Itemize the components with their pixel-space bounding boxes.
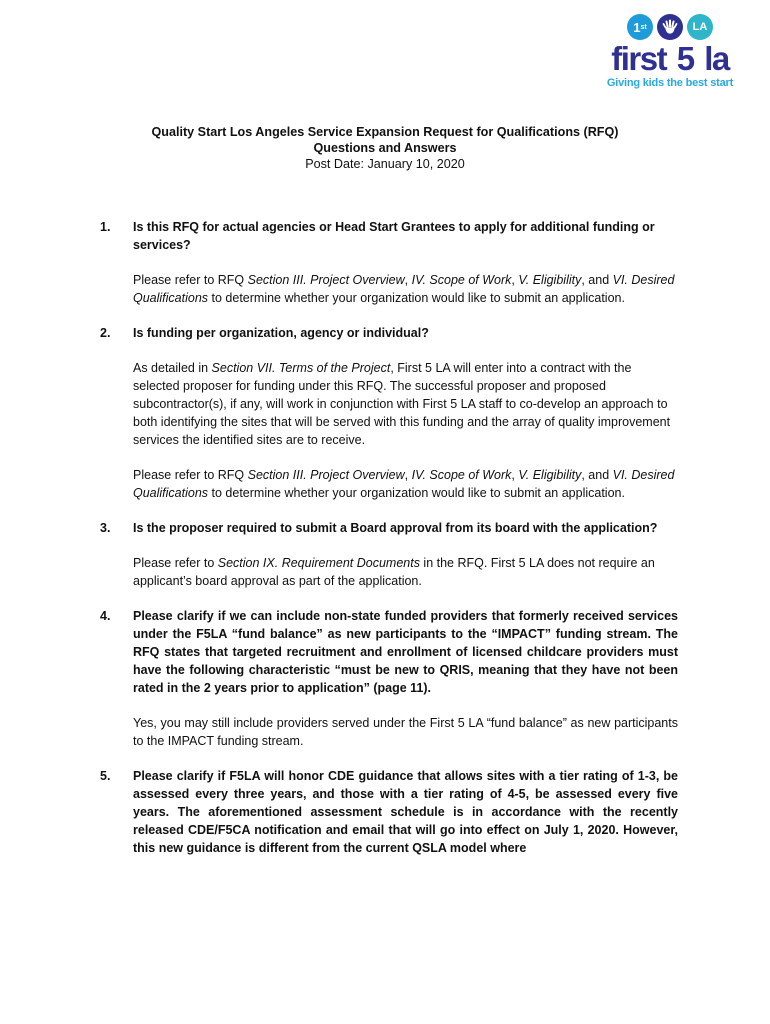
qa-number: 4.	[100, 609, 111, 623]
hand-print-icon	[657, 14, 683, 40]
qa-number: 1.	[100, 220, 111, 234]
badge-1st: 1 st	[627, 14, 653, 40]
qa-item	[100, 519, 678, 590]
post-date: Post Date: January 10, 2020	[305, 157, 465, 171]
qa-question-text: Please clarify if we can include non-state funded providers that formerly received services under the F5LA “fund balance” as new participants to the “IMPACT” funding stream. The RFQ states that targeted recruitment and enrollment of licensed childcare providers must have the following characteristic “must be new to QRIS, meaning that they have not been rated in the 2 years prior to application” (page 11).	[133, 609, 678, 695]
qa-question	[100, 324, 678, 342]
qa-answer: Please refer to Section IX. Requirement Documents in the RFQ. First 5 LA does not require an applicant’s board approval as part of the application.	[133, 556, 655, 588]
qa-question-text: Is funding per organization, agency or individual?	[133, 326, 429, 340]
qa-item	[100, 324, 678, 502]
document-title	[0, 124, 770, 172]
qa-question	[100, 519, 678, 537]
qa-item	[100, 607, 678, 750]
qa-question-text: Is this RFQ for actual agencies or Head Start Grantees to apply for additional funding or services?	[133, 220, 655, 252]
first-5-la-logo	[594, 14, 746, 89]
qa-question	[100, 218, 678, 254]
qa-question	[100, 767, 678, 857]
qa-question-text: Is the proposer required to submit a Board approval from its board with the application?	[133, 521, 658, 535]
qa-answer: As detailed in Section VII. Terms of the Project, First 5 LA will enter into a contract with the selected proposer for funding under this RFQ. The successful proposer and proposed subcontractor(s), if any, will work in conjunction with First 5 LA staff to co-develop an approach to both identifying the sites that will be served with this funding and the array of quality improvement services the identified sites are to receive.	[133, 361, 671, 447]
qa-question	[100, 607, 678, 697]
logo-wordmark: first 5 la	[611, 40, 729, 77]
qa-answer: Yes, you may still include providers served under the First 5 LA “fund balance” as new participants to the IMPACT funding stream.	[133, 716, 678, 748]
qa-number: 3.	[100, 521, 111, 535]
qa-list	[100, 218, 678, 874]
qa-answer: Please refer to RFQ Section III. Project Overview, IV. Scope of Work, V. Eligibility, and VI. Desired Qualifications to determine whether your organization would like to submit an application.	[133, 273, 675, 305]
logo-tagline: Giving kids the best start	[606, 77, 734, 89]
title-line-1: Quality Start Los Angeles Service Expansion Request for Qualifications (RFQ)	[151, 125, 619, 139]
title-line-2: Questions and Answers	[313, 141, 457, 155]
qa-answer: Please refer to RFQ Section III. Project Overview, IV. Scope of Work, V. Eligibility, and VI. Desired Qualifications to determine whether your organization would like to submit an application.	[133, 468, 675, 500]
qa-number: 5.	[100, 769, 111, 783]
qa-item	[100, 218, 678, 307]
badge-la: LA	[687, 14, 713, 40]
qa-number: 2.	[100, 326, 111, 340]
qa-item	[100, 767, 678, 857]
logo-badges	[594, 14, 746, 40]
qa-question-text: Please clarify if F5LA will honor CDE guidance that allows sites with a tier rating of 1-3, be assessed every three years, and those with a tier rating of 4-5, be assessed every five years. The aforementioned assessment schedule is in accordance with the recently released CDE/F5CA notification and email that will go into effect on July 1, 2020. However, this new guidance is different from the current QSLA model where	[133, 769, 678, 855]
